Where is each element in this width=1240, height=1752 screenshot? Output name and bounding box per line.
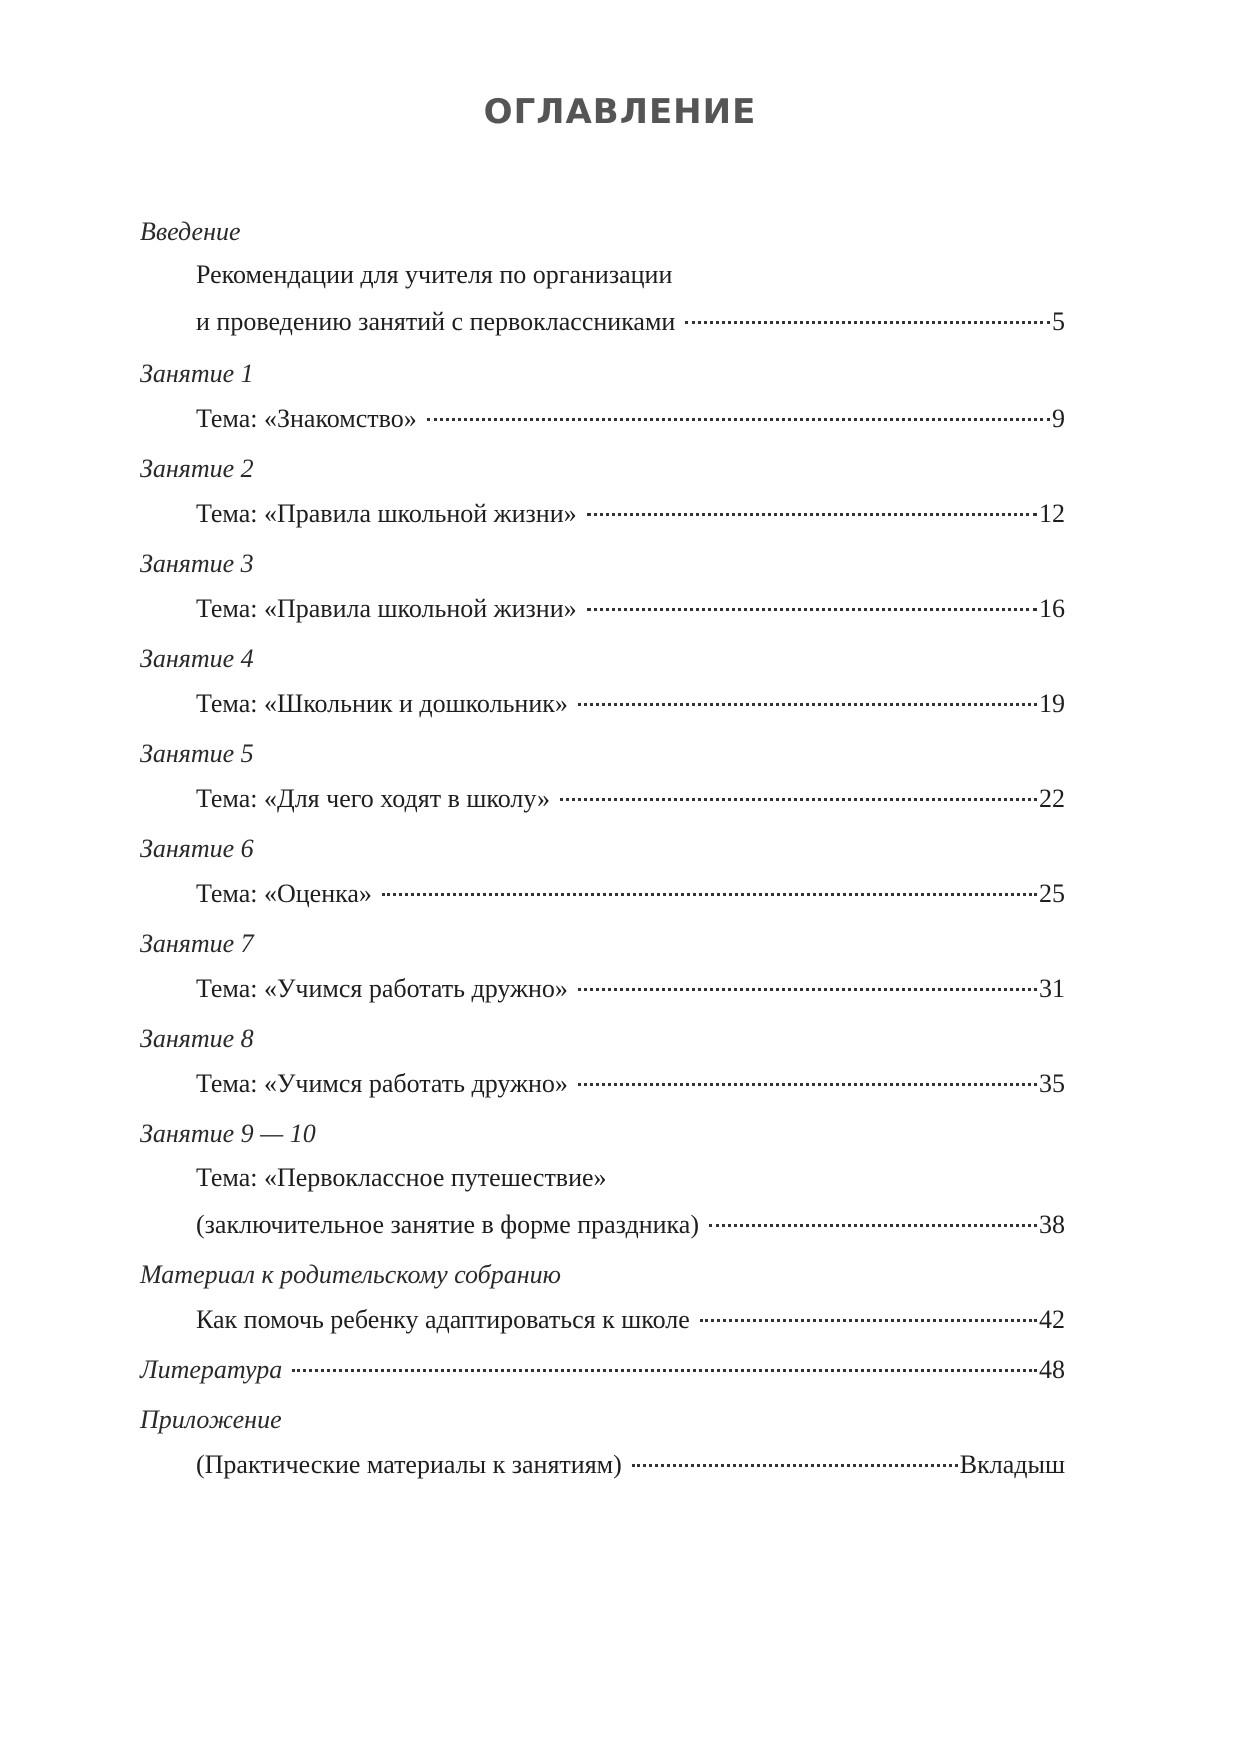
toc-entry-intro[interactable] bbox=[196, 307, 1065, 337]
dot-leader bbox=[700, 1319, 1037, 1322]
toc-heading-lesson-7: Занятие 7 bbox=[140, 929, 254, 958]
toc-heading-lesson-6: Занятие 6 bbox=[140, 834, 254, 863]
dot-leader bbox=[587, 513, 1037, 516]
toc-entry-label: Литература bbox=[140, 1355, 283, 1384]
toc-heading-intro: Введение bbox=[140, 217, 241, 246]
toc-entry-lesson-7[interactable] bbox=[196, 974, 1065, 1004]
dot-leader bbox=[587, 608, 1037, 611]
dot-leader bbox=[632, 1464, 958, 1467]
toc-heading-parents: Материал к родительскому собранию bbox=[140, 1260, 561, 1289]
toc-page-number: 19 bbox=[1039, 689, 1065, 718]
dot-leader bbox=[382, 893, 1037, 896]
toc-heading-lesson-9-10: Занятие 9 — 10 bbox=[140, 1119, 316, 1148]
toc-heading-lesson-1: Занятие 1 bbox=[140, 359, 254, 388]
toc-heading-appendix: Приложение bbox=[140, 1405, 282, 1434]
toc-final-lesson-line1: Тема: «Первоклассное путешествие» bbox=[196, 1163, 607, 1192]
toc-entry-lesson-3[interactable] bbox=[196, 594, 1065, 624]
toc-entry-label: Тема: «Правила школьной жизни» bbox=[196, 499, 577, 528]
toc-entry-lesson-6[interactable] bbox=[196, 879, 1065, 909]
toc-page-number: 38 bbox=[1039, 1210, 1065, 1239]
toc-intro-line1: Рекомендации для учителя по организации bbox=[196, 260, 673, 289]
toc-entry-label: Тема: «Для чего ходят в школу» bbox=[196, 784, 550, 813]
dot-leader bbox=[292, 1369, 1037, 1372]
dot-leader bbox=[560, 798, 1037, 801]
dot-leader bbox=[578, 1083, 1037, 1086]
toc-page-number: 35 bbox=[1039, 1069, 1065, 1098]
toc-heading-lesson-2: Занятие 2 bbox=[140, 454, 254, 483]
toc-entry-lesson-2[interactable] bbox=[196, 499, 1065, 529]
dot-leader bbox=[427, 418, 1050, 421]
toc-page-number: 22 bbox=[1039, 784, 1065, 813]
toc-entry-label: Тема: «Учимся работать дружно» bbox=[196, 1069, 568, 1098]
toc-entry-appendix[interactable] bbox=[196, 1450, 1065, 1480]
toc-page-number: 48 bbox=[1039, 1355, 1065, 1384]
toc-page-number: 31 bbox=[1039, 974, 1065, 1003]
toc-entry-literature[interactable] bbox=[140, 1355, 1065, 1385]
toc-page-number: 9 bbox=[1052, 404, 1065, 433]
toc-entry-lesson-1[interactable] bbox=[196, 404, 1065, 434]
toc-entry-label: Тема: «Оценка» bbox=[196, 879, 372, 908]
toc-entry-label: Тема: «Учимся работать дружно» bbox=[196, 974, 568, 1003]
toc-heading-lesson-3: Занятие 3 bbox=[140, 549, 254, 578]
toc-entry-label: Тема: «Школьник и дошкольник» bbox=[196, 689, 568, 718]
page-title: ОГЛАВЛЕНИЕ bbox=[483, 92, 757, 132]
toc-entry-lesson-4[interactable] bbox=[196, 689, 1065, 719]
toc-entry-label: Тема: «Знакомство» bbox=[196, 404, 417, 433]
toc-heading-lesson-4: Занятие 4 bbox=[140, 644, 254, 673]
toc-entry-label: Как помочь ребенку адаптироваться к школе bbox=[196, 1305, 690, 1334]
toc-entry-lesson-5[interactable] bbox=[196, 784, 1065, 814]
toc-page-number: 12 bbox=[1039, 499, 1065, 528]
toc-entry-label: (Практические материалы к занятиям) bbox=[196, 1450, 622, 1479]
toc-heading-lesson-5: Занятие 5 bbox=[140, 739, 254, 768]
toc-page-number: 5 bbox=[1052, 307, 1065, 336]
toc-page-number: 42 bbox=[1039, 1305, 1065, 1334]
toc-entry-label: Тема: «Правила школьной жизни» bbox=[196, 594, 577, 623]
toc-entry-label: (заключительное занятие в форме праздника) bbox=[196, 1210, 699, 1239]
toc-page-number: 25 bbox=[1039, 879, 1065, 908]
toc-entry-lesson-9-10[interactable] bbox=[196, 1210, 1065, 1240]
toc-entry-parents[interactable] bbox=[196, 1305, 1065, 1335]
toc-entry-label: и проведению занятий с первоклассниками bbox=[196, 307, 676, 336]
dot-leader bbox=[685, 321, 1050, 324]
dot-leader bbox=[578, 703, 1037, 706]
dot-leader bbox=[709, 1224, 1037, 1227]
toc-entry-lesson-8[interactable] bbox=[196, 1069, 1065, 1099]
dot-leader bbox=[578, 988, 1037, 991]
toc-heading-lesson-8: Занятие 8 bbox=[140, 1024, 254, 1053]
toc-page-number: 16 bbox=[1039, 594, 1065, 623]
toc-page-number: Вкладыш bbox=[959, 1450, 1065, 1479]
